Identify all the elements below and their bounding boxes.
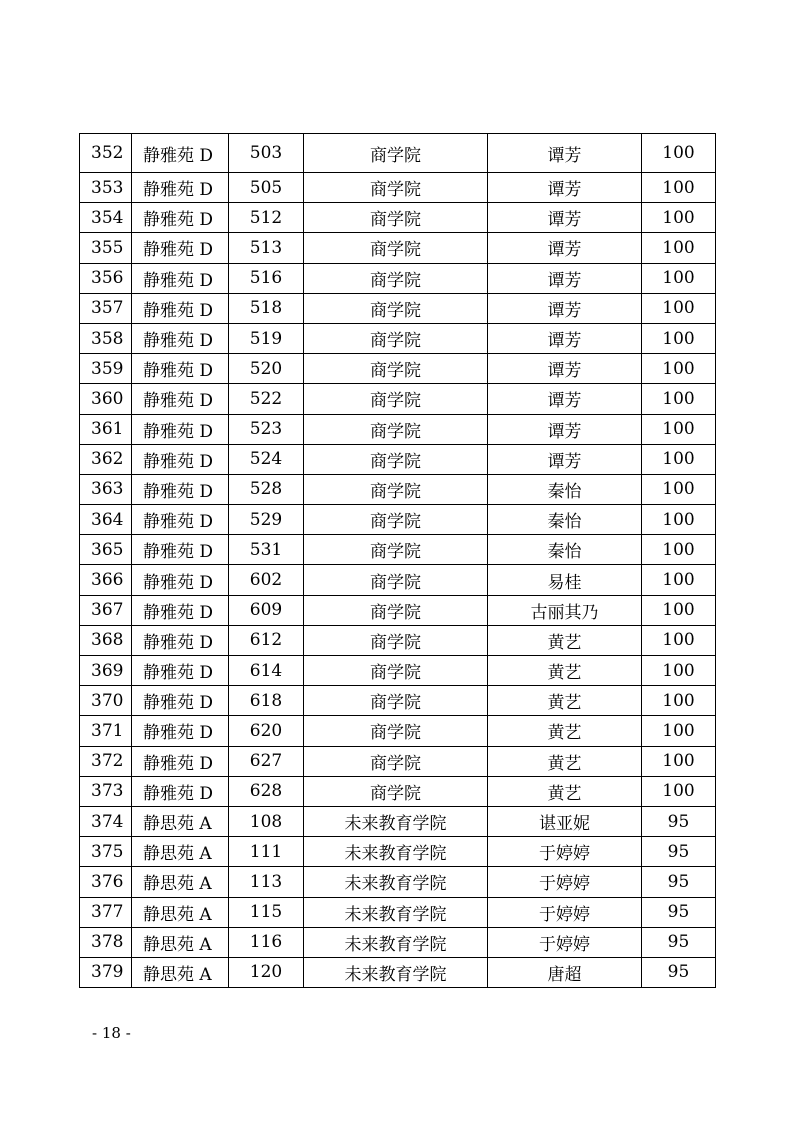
table-row — [80, 134, 716, 173]
college-cell: 商学院 — [304, 203, 488, 233]
college-cell: 商学院 — [304, 384, 488, 414]
counselor-cell: 于婷婷 — [488, 837, 642, 867]
building-cell: 静雅苑 D — [132, 173, 229, 203]
table-row — [80, 414, 716, 444]
counselor-cell: 秦怡 — [488, 474, 642, 504]
building-cell: 静思苑 A — [132, 957, 229, 987]
building-cell: 静雅苑 D — [132, 474, 229, 504]
table-row — [80, 716, 716, 746]
row-number-cell: 360 — [80, 384, 132, 414]
row-number-cell: 374 — [80, 806, 132, 836]
counselor-cell: 谭芳 — [488, 293, 642, 323]
row-number-cell: 370 — [80, 686, 132, 716]
college-cell: 商学院 — [304, 323, 488, 353]
row-number-cell: 359 — [80, 354, 132, 384]
room-cell: 519 — [229, 323, 304, 353]
row-number-cell: 378 — [80, 927, 132, 957]
table-row — [80, 957, 716, 987]
counselor-cell: 黄艺 — [488, 656, 642, 686]
room-cell: 602 — [229, 565, 304, 595]
table-row — [80, 625, 716, 655]
counselor-cell: 唐超 — [488, 957, 642, 987]
room-cell: 531 — [229, 535, 304, 565]
table-row — [80, 354, 716, 384]
building-cell: 静雅苑 D — [132, 595, 229, 625]
score-cell: 100 — [642, 505, 716, 535]
score-cell: 100 — [642, 233, 716, 263]
score-cell: 95 — [642, 806, 716, 836]
row-number-cell: 379 — [80, 957, 132, 987]
score-cell: 100 — [642, 173, 716, 203]
college-cell: 商学院 — [304, 134, 488, 173]
college-cell: 商学院 — [304, 656, 488, 686]
building-cell: 静雅苑 D — [132, 505, 229, 535]
college-cell: 商学院 — [304, 444, 488, 474]
building-cell: 静雅苑 D — [132, 716, 229, 746]
building-cell: 静思苑 A — [132, 897, 229, 927]
college-cell: 未来教育学院 — [304, 957, 488, 987]
row-number-cell: 358 — [80, 323, 132, 353]
row-number-cell: 377 — [80, 897, 132, 927]
counselor-cell: 秦怡 — [488, 505, 642, 535]
score-cell: 100 — [642, 323, 716, 353]
room-cell: 518 — [229, 293, 304, 323]
room-cell: 609 — [229, 595, 304, 625]
table-row — [80, 233, 716, 263]
table-row — [80, 293, 716, 323]
row-number-cell: 357 — [80, 293, 132, 323]
building-cell: 静雅苑 D — [132, 293, 229, 323]
building-cell: 静雅苑 D — [132, 384, 229, 414]
counselor-cell: 谭芳 — [488, 134, 642, 173]
room-cell: 528 — [229, 474, 304, 504]
building-cell: 静雅苑 D — [132, 203, 229, 233]
score-cell: 100 — [642, 414, 716, 444]
room-cell: 115 — [229, 897, 304, 927]
score-cell: 100 — [642, 595, 716, 625]
college-cell: 商学院 — [304, 474, 488, 504]
room-cell: 524 — [229, 444, 304, 474]
table-row — [80, 746, 716, 776]
score-cell: 100 — [642, 686, 716, 716]
table-row — [80, 535, 716, 565]
room-cell: 505 — [229, 173, 304, 203]
counselor-cell: 谭芳 — [488, 233, 642, 263]
college-cell: 商学院 — [304, 505, 488, 535]
table-row — [80, 656, 716, 686]
college-cell: 未来教育学院 — [304, 927, 488, 957]
college-cell: 商学院 — [304, 414, 488, 444]
building-cell: 静雅苑 D — [132, 354, 229, 384]
table-row — [80, 867, 716, 897]
row-number-cell: 372 — [80, 746, 132, 776]
room-cell: 627 — [229, 746, 304, 776]
table-row — [80, 444, 716, 474]
counselor-cell: 于婷婷 — [488, 897, 642, 927]
table-row — [80, 263, 716, 293]
room-cell: 108 — [229, 806, 304, 836]
building-cell: 静雅苑 D — [132, 535, 229, 565]
table-row — [80, 776, 716, 806]
college-cell: 商学院 — [304, 746, 488, 776]
room-cell: 614 — [229, 656, 304, 686]
counselor-cell: 谭芳 — [488, 323, 642, 353]
building-cell: 静雅苑 D — [132, 625, 229, 655]
row-number-cell: 362 — [80, 444, 132, 474]
counselor-cell: 谌亚妮 — [488, 806, 642, 836]
score-cell: 100 — [642, 776, 716, 806]
row-number-cell: 371 — [80, 716, 132, 746]
college-cell: 商学院 — [304, 686, 488, 716]
counselor-cell: 易桂 — [488, 565, 642, 595]
score-cell: 100 — [642, 384, 716, 414]
room-cell: 628 — [229, 776, 304, 806]
score-cell: 95 — [642, 957, 716, 987]
room-cell: 113 — [229, 867, 304, 897]
college-cell: 商学院 — [304, 535, 488, 565]
college-cell: 未来教育学院 — [304, 867, 488, 897]
row-number-cell: 352 — [80, 134, 132, 173]
table-row — [80, 927, 716, 957]
room-cell: 522 — [229, 384, 304, 414]
building-cell: 静雅苑 D — [132, 656, 229, 686]
building-cell: 静思苑 A — [132, 837, 229, 867]
counselor-cell: 于婷婷 — [488, 927, 642, 957]
counselor-cell: 谭芳 — [488, 444, 642, 474]
building-cell: 静雅苑 D — [132, 444, 229, 474]
building-cell: 静雅苑 D — [132, 414, 229, 444]
college-cell: 商学院 — [304, 565, 488, 595]
row-number-cell: 367 — [80, 595, 132, 625]
row-number-cell: 354 — [80, 203, 132, 233]
college-cell: 商学院 — [304, 776, 488, 806]
score-cell: 100 — [642, 656, 716, 686]
score-cell: 100 — [642, 746, 716, 776]
row-number-cell: 373 — [80, 776, 132, 806]
page-number: - 18 - — [92, 1024, 131, 1042]
room-cell: 111 — [229, 837, 304, 867]
table-row — [80, 474, 716, 504]
counselor-cell: 谭芳 — [488, 173, 642, 203]
college-cell: 未来教育学院 — [304, 897, 488, 927]
building-cell: 静思苑 A — [132, 927, 229, 957]
score-cell: 100 — [642, 444, 716, 474]
row-number-cell: 376 — [80, 867, 132, 897]
building-cell: 静雅苑 D — [132, 263, 229, 293]
dormitory-score-table — [79, 133, 716, 988]
row-number-cell: 355 — [80, 233, 132, 263]
score-cell: 100 — [642, 716, 716, 746]
room-cell: 513 — [229, 233, 304, 263]
table-body — [80, 134, 716, 988]
counselor-cell: 黄艺 — [488, 716, 642, 746]
college-cell: 未来教育学院 — [304, 837, 488, 867]
room-cell: 120 — [229, 957, 304, 987]
table-row — [80, 837, 716, 867]
row-number-cell: 361 — [80, 414, 132, 444]
counselor-cell: 于婷婷 — [488, 867, 642, 897]
building-cell: 静雅苑 D — [132, 776, 229, 806]
building-cell: 静雅苑 D — [132, 565, 229, 595]
score-cell: 95 — [642, 867, 716, 897]
college-cell: 商学院 — [304, 233, 488, 263]
score-cell: 100 — [642, 134, 716, 173]
counselor-cell: 黄艺 — [488, 686, 642, 716]
room-cell: 503 — [229, 134, 304, 173]
room-cell: 520 — [229, 354, 304, 384]
room-cell: 523 — [229, 414, 304, 444]
college-cell: 商学院 — [304, 293, 488, 323]
table-row — [80, 595, 716, 625]
room-cell: 116 — [229, 927, 304, 957]
score-cell: 95 — [642, 837, 716, 867]
college-cell: 商学院 — [304, 173, 488, 203]
building-cell: 静雅苑 D — [132, 323, 229, 353]
building-cell: 静雅苑 D — [132, 134, 229, 173]
score-cell: 100 — [642, 565, 716, 595]
counselor-cell: 谭芳 — [488, 414, 642, 444]
counselor-cell: 黄艺 — [488, 776, 642, 806]
row-number-cell: 356 — [80, 263, 132, 293]
counselor-cell: 秦怡 — [488, 535, 642, 565]
building-cell: 静思苑 A — [132, 867, 229, 897]
college-cell: 未来教育学院 — [304, 806, 488, 836]
row-number-cell: 366 — [80, 565, 132, 595]
score-cell: 95 — [642, 897, 716, 927]
college-cell: 商学院 — [304, 716, 488, 746]
table-row — [80, 203, 716, 233]
row-number-cell: 368 — [80, 625, 132, 655]
room-cell: 618 — [229, 686, 304, 716]
counselor-cell: 古丽其乃 — [488, 595, 642, 625]
table-row — [80, 565, 716, 595]
table-row — [80, 686, 716, 716]
building-cell: 静雅苑 D — [132, 233, 229, 263]
table-row — [80, 173, 716, 203]
score-cell: 95 — [642, 927, 716, 957]
table-row — [80, 897, 716, 927]
counselor-cell: 谭芳 — [488, 203, 642, 233]
table-row — [80, 505, 716, 535]
counselor-cell: 谭芳 — [488, 263, 642, 293]
table-row — [80, 323, 716, 353]
room-cell: 529 — [229, 505, 304, 535]
counselor-cell: 谭芳 — [488, 384, 642, 414]
counselor-cell: 谭芳 — [488, 354, 642, 384]
row-number-cell: 364 — [80, 505, 132, 535]
college-cell: 商学院 — [304, 354, 488, 384]
room-cell: 612 — [229, 625, 304, 655]
score-cell: 100 — [642, 625, 716, 655]
score-cell: 100 — [642, 203, 716, 233]
row-number-cell: 365 — [80, 535, 132, 565]
room-cell: 512 — [229, 203, 304, 233]
building-cell: 静雅苑 D — [132, 746, 229, 776]
row-number-cell: 353 — [80, 173, 132, 203]
score-cell: 100 — [642, 263, 716, 293]
room-cell: 516 — [229, 263, 304, 293]
table-row — [80, 806, 716, 836]
building-cell: 静雅苑 D — [132, 686, 229, 716]
counselor-cell: 黄艺 — [488, 625, 642, 655]
room-cell: 620 — [229, 716, 304, 746]
college-cell: 商学院 — [304, 263, 488, 293]
row-number-cell: 369 — [80, 656, 132, 686]
score-cell: 100 — [642, 293, 716, 323]
college-cell: 商学院 — [304, 625, 488, 655]
building-cell: 静思苑 A — [132, 806, 229, 836]
score-cell: 100 — [642, 474, 716, 504]
score-cell: 100 — [642, 354, 716, 384]
row-number-cell: 375 — [80, 837, 132, 867]
table-row — [80, 384, 716, 414]
score-cell: 100 — [642, 535, 716, 565]
college-cell: 商学院 — [304, 595, 488, 625]
counselor-cell: 黄艺 — [488, 746, 642, 776]
row-number-cell: 363 — [80, 474, 132, 504]
